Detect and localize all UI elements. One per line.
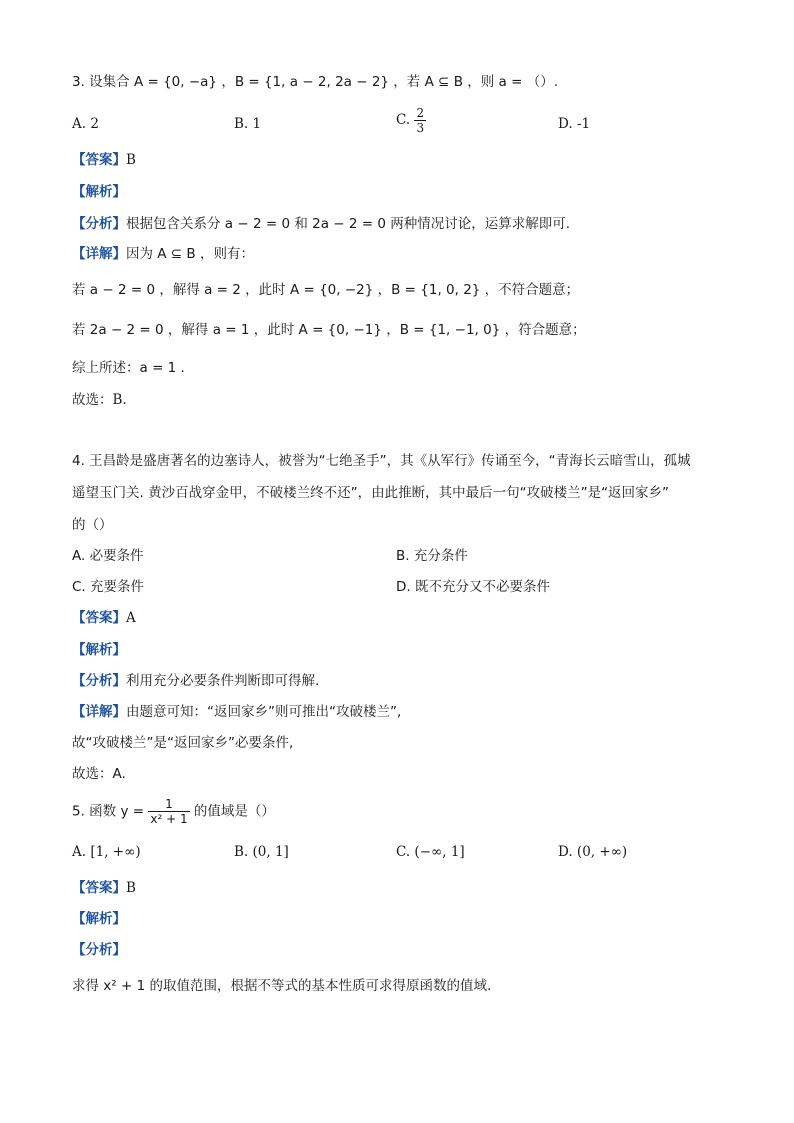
q5-option-c: C. (−∞, 1] [396, 844, 465, 860]
answer-tag: 【答案】 [72, 610, 126, 626]
q3-case1: 若 a − 2 = 0 ，解得 a = 2 ，此时 A = {0, −2} ，B = {1, 0, 2} ，不符合题意； [72, 282, 580, 298]
q4-fenxi [72, 671, 319, 691]
q3-option-c-denominator: 3 [416, 121, 425, 135]
q3-xiangjie [72, 244, 254, 264]
q4-fenxi-text: 利用充分必要条件判断即可得解. [126, 673, 320, 689]
q4-option-b: B. 充分条件 [396, 548, 468, 564]
q5-fraction-numerator: 1 [148, 797, 189, 812]
q4-stem-line2: 遥望玉门关. 黄沙百战穿金甲，不破楼兰终不还”，由此推断，其中最后一句“攻破楼兰”是“返回家乡” [72, 485, 670, 501]
q3-option-a: A. 2 [72, 116, 99, 132]
q4-answer [72, 608, 136, 628]
q3-xiangjie-text: 因为 A ⊆ B ，则有： [126, 246, 254, 262]
q4-option-c: C. 充要条件 [72, 579, 145, 595]
q3-fenxi-text: 根据包含关系分 a − 2 = 0 和 2a − 2 = 0 两种情况讨论，运算求解即可. [126, 216, 571, 232]
q5-fraction [148, 797, 189, 826]
q5-stem-prefix: 5. 函数 y = [72, 803, 145, 820]
q3-stem: 3. 设集合 A = {0, −a} ，B = {1, a − 2, 2a − 2} ，若 A ⊆ B ，则 a = （）. [72, 74, 559, 90]
q3-fenxi [72, 214, 570, 234]
q5-fraction-denominator: x² + 1 [150, 812, 188, 826]
analysis-tag: 【解析】 [72, 911, 126, 927]
q4-stem-line1: 4. 王昌龄是盛唐著名的边塞诗人，被誉为“七绝圣手”，其《从军行》传诵至今，“青海长云暗雪山，孤城 [72, 453, 691, 469]
q4-option-d: D. 既不充分又不必要条件 [396, 579, 550, 595]
q5-fenxi-text: 求得 x² + 1 的取值范围，根据不等式的基本性质可求得原函数的值域. [72, 978, 492, 994]
q5-stem [72, 797, 275, 826]
q4-xiangjie [72, 702, 401, 722]
fenxi-tag: 【分析】 [72, 216, 126, 232]
fenxi-tag: 【分析】 [72, 942, 126, 958]
q3-answer [72, 150, 136, 170]
q3-case2: 若 2a − 2 = 0 ，解得 a = 1 ，此时 A = {0, −1} ，B = {1, −1, 0} ，符合题意； [72, 322, 586, 338]
q4-xiangjie-text: 由题意可知：“返回家乡”则可推出“攻破楼兰”, [126, 704, 402, 720]
q5-fenxi-heading [72, 940, 126, 960]
q4-stem-line3: 的（） [72, 517, 113, 533]
q4-answer-value: A [126, 610, 136, 626]
q3-option-c [396, 106, 426, 135]
q5-option-d: D. (0, +∞) [558, 844, 628, 860]
q3-option-b: B. 1 [234, 116, 262, 132]
answer-tag: 【答案】 [72, 880, 126, 896]
answer-tag: 【答案】 [72, 152, 126, 168]
q5-answer-value: B [126, 880, 136, 896]
q5-option-a: A. [1, +∞) [72, 844, 141, 860]
q3-answer-value: B [126, 152, 136, 168]
q5-answer [72, 878, 136, 898]
q3-option-d: D. -1 [558, 116, 591, 132]
q3-summary: 综上所述：a = 1 . [72, 360, 185, 376]
q5-option-b: B. (0, 1] [234, 844, 289, 860]
analysis-tag: 【解析】 [72, 184, 126, 200]
q5-analysis-heading [72, 909, 126, 929]
q4-analysis-heading [72, 640, 126, 660]
q3-option-c-fraction [414, 106, 426, 135]
q4-line2: 故“攻破楼兰”是“返回家乡”必要条件, [72, 735, 294, 751]
q5-stem-suffix: 的值域是（） [193, 803, 275, 820]
q3-option-c-label: C. [396, 112, 411, 128]
fenxi-tag: 【分析】 [72, 673, 126, 689]
q4-choose: 故选：A. [72, 766, 126, 782]
analysis-tag: 【解析】 [72, 642, 126, 658]
xiangjie-tag: 【详解】 [72, 246, 126, 262]
q3-option-c-numerator: 2 [416, 106, 425, 120]
q3-analysis-heading [72, 182, 126, 202]
xiangjie-tag: 【详解】 [72, 704, 126, 720]
q3-choose: 故选：B. [72, 392, 127, 408]
q4-option-a: A. 必要条件 [72, 548, 144, 564]
